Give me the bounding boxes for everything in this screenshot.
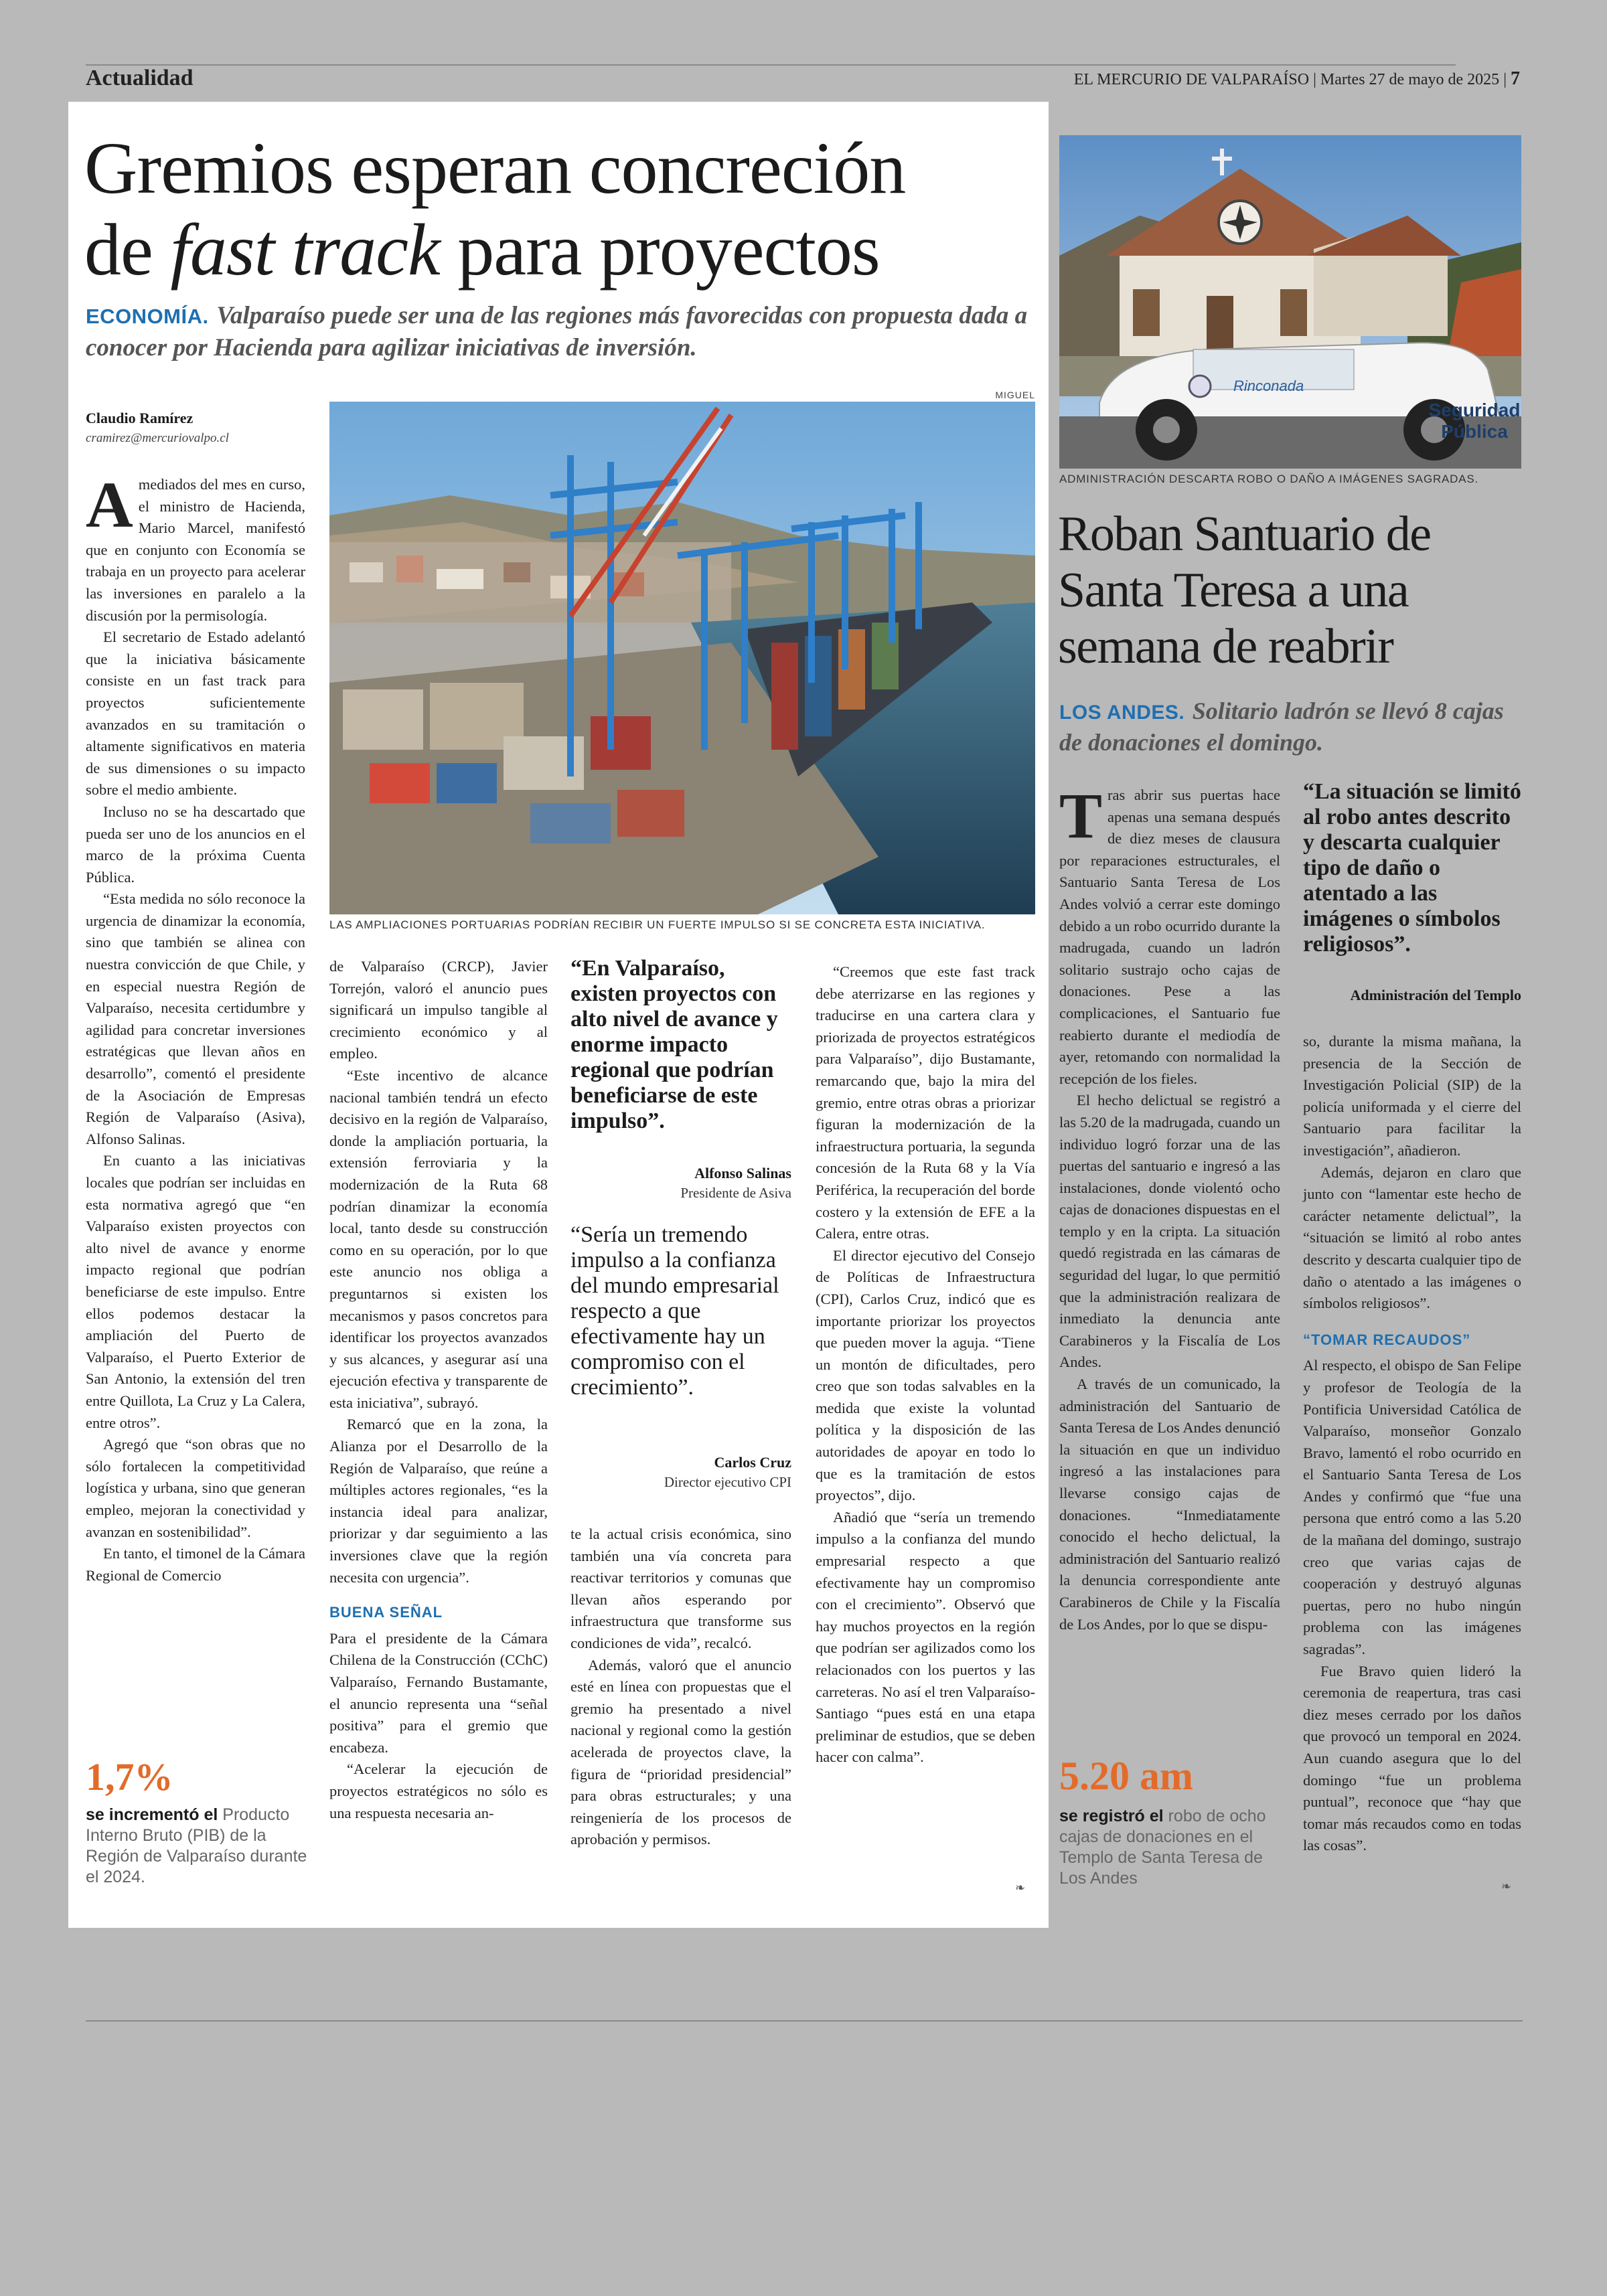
side-deck-text: Solitario ladrón se llevó 8 cajas de donaciones el domingo.	[1059, 698, 1504, 756]
main-col2-p2: “Este incentivo de alcance nacional también tendrá un efecto decisivo en la región de Valparaíso, donde la ampliación portuaria, la extensión ferroviaria y la modernización de la Ruta 68 podrían dinamizar la economía local, tanto desde su construcción como en su operación, por lo que este anuncio nos obliga a preguntarnos si existen los mecanismos y pasos concretos para identificar los proyectos avanzados y sus alcances, y asegurar así una ejecución efectiva y transparente de esta iniciativa”, subrayó.	[329, 1066, 548, 1411]
main-column-2	[329, 956, 548, 1824]
side-stat-bold: se registró el	[1059, 1807, 1164, 1825]
footer-rule	[86, 2020, 1523, 2022]
side-end-mark: ❧	[1501, 1880, 1512, 1894]
side-column-1	[1059, 780, 1280, 1635]
main-col2-p1: de Valparaíso (CRCP), Javier Torrejón, valoró el anuncio pues significará un impulso tangible al crecimiento económico y al empleo.	[329, 958, 548, 1062]
main-headline-line1: Gremios esperan concreción	[84, 127, 906, 209]
headline-italic: fast track	[170, 209, 440, 291]
side-photo	[1059, 135, 1521, 469]
side-col2b-p2: Fue Bravo quien lideró la ceremonia de reapertura, tras casi diez meses cerrado por los daños que provocó un temporal en 2024. Aun cuando asegura que lo del domingo “fue un problema puntual”, reconoce que “hay que tomar más recaudos como en todas las cosas”.	[1303, 1662, 1521, 1854]
main-column-4	[816, 961, 1035, 1769]
main-col4-p3: Añadió que “sería un tremendo impulso a la confianza del mundo empresarial respecto a que efectivamente hay un compromiso con el crecimiento”. Observó que hay muchos proyectos en la región que podrían ser agilizados como los relacionados con los puertos y las carreteras. No así el tren Valparaíso-Santiago “pues está en una etapa preliminar de estudios, que se deben hacer con calma”.	[816, 1508, 1035, 1766]
side-photo-caption: ADMINISTRACIÓN DESCARTA ROBO O DAÑO A IMÁGENES SAGRADAS.	[1059, 473, 1479, 485]
main-col2b-p1: Para el presidente de la Cámara Chilena de la Construcción (CChC) Valparaíso, Fernando Bustamante, el anuncio representa una “señal positiva” para el gremio que encabeza.	[329, 1629, 548, 1756]
port-photo	[329, 402, 1035, 914]
main-deck-text: Valparaíso puede ser una de las regiones más favorecidas con propuesta dada a conocer por Hacienda para agilizar iniciativas de inversión.	[86, 302, 1028, 361]
side-stat-value: 5.20 am	[1059, 1754, 1193, 1798]
side-deck	[1059, 696, 1515, 758]
main-col3-p2: Además, valoró que el anuncio esté en línea con propuestas que el gremio ha presentado a nivel nacional y regional como la gestión acelerada de proyectos clave, la figura de “prioridad presidencial” para obras estructurales; y una reingeniería de los procesos de aprobación y permisos.	[570, 1656, 791, 1848]
quote2-name: Carlos Cruz	[714, 1454, 791, 1471]
main-subhead: BUENA SEÑAL	[329, 1604, 443, 1621]
side-col1-p3: A través de un comunicado, la administración del Santuario de Santa Teresa de Los Andes denunció la situación en que un individuo ingresó a las instalaciones para llevarse consigo cajas de donaciones. “Inmediatamente conocido el hecho delictual, la administración del Santuario realizó la denuncia correspondiente ante Carabineros de Chile y la Fiscalía de Los Andes, por lo que se dispu-	[1059, 1376, 1280, 1633]
masthead: EL MERCURIO DE VALPARAÍSO | Martes 27 de mayo de 2025 | 7	[1073, 68, 1520, 89]
side-quote-attrib: Administración del Templo	[1350, 987, 1521, 1003]
main-col1-p4: “Esta medida no sólo reconoce la urgencia de dinamizar la economía, sino que también se alinea con nuestra convicción de que Chile, y en especial nuestra Región de Valparaíso, necesita certidumbre y agilidad para concretar inversiones estratégicas que llevan años en desarrollo”, comentó el presidente de la Asociación de Empresas Región de Valparaíso (Asiva), Alfonso Salinas.	[86, 890, 305, 1147]
main-end-mark: ❧	[1015, 1881, 1026, 1895]
side-stat-text	[1059, 1806, 1280, 1889]
headline-pre: de	[84, 209, 171, 291]
main-col4-p1: “Creemos que este fast track debe aterrizarse en las regiones y traducirse en una cartera clara y priorizada de proyectos estratégicos para Valparaíso”, dijo Bustamante, remarcando que, bajo la mira del gremio, entre otras obras a priorizar figuran la modernización de la infraestructura portuaria, la segunda concesión de la Ruta 68 y la Vía Periférica, la recuperación del borde costero y la extensión de EFE a la Calera, entre otras.	[816, 963, 1035, 1242]
main-dropcap: A	[86, 469, 133, 542]
section-label: Actualidad	[86, 66, 194, 90]
newspaper-name: EL MERCURIO DE VALPARAÍSO	[1073, 71, 1310, 88]
side-dropcap: T	[1059, 780, 1103, 851]
photo-credit: MIGUEL	[995, 390, 1035, 400]
side-stat-rest: robo de ocho cajas de donaciones en el Templo de Santa Teresa de Los Andes	[1059, 1807, 1266, 1888]
main-col1-p5: En cuanto a las iniciativas locales que podrían ser incluidas en esta normativa agregó que “en Valparaíso existen proyectos con alto nivel de avance y enorme impacto regional que podrían beneficiarse de este impulso. Entre ellos podemos destacar la ampliación del Puerto de Valparaíso, el Puerto Exterior de San Antonio, la extensión del tren entre Quillota, La Cruz y La Calera, entre otros”.	[86, 1152, 305, 1431]
main-stat-text	[86, 1805, 313, 1888]
port-illustration	[329, 402, 1035, 914]
main-stat-rest: Producto Interno Bruto (PIB) de la Región de Valparaíso durante el 2024.	[86, 1805, 307, 1886]
author-email: cramirez@mercuriovalpo.cl	[86, 431, 229, 445]
quote1-role: Presidente de Asiva	[680, 1185, 791, 1201]
side-col1-p1: ras abrir sus puertas hace apenas una semana después de diez meses de clausura por reparaciones estructurales, el Santuario Santa Teresa de Los Andes volvió a cerrar este domingo debido a un robo ocurrido durante la madrugada, cuando un ladrón solitario sustrajo ocho cajas de donaciones. Pese a las complicaciones, el Santuario fue reabierto durante el mediodía de ayer, retomando con normalidad la recepción de los fieles.	[1059, 787, 1280, 1087]
main-col1-p2: El secretario de Estado adelantó que la iniciativa básicamente consiste en un fast track para proyectos suficientemente avanzados en su tramitación o altamente significativos en materia de sus dimensiones o su impacto sobre el medio ambiente.	[86, 629, 305, 799]
quote2-role: Director ejecutivo CPI	[664, 1474, 791, 1490]
main-stat-bold: se incrementó el	[86, 1805, 218, 1824]
main-headline	[84, 127, 1049, 291]
truck-label-2: Pública	[1441, 421, 1508, 442]
main-col1-p7: En tanto, el timonel de la Cámara Regional de Comercio	[86, 1545, 305, 1584]
church-illustration	[1059, 135, 1521, 469]
main-stat-value: 1,7%	[86, 1755, 173, 1799]
author-name: Claudio Ramírez	[86, 410, 194, 426]
quote1-name: Alfonso Salinas	[694, 1165, 791, 1181]
main-col1-p3: Incluso no se ha descartado que pueda ser uno de los anuncios en el marco de la próxima Cuenta Pública.	[86, 803, 305, 886]
issue-date: Martes 27 de mayo de 2025	[1320, 71, 1500, 88]
main-column-1	[86, 469, 305, 1586]
side-pullquote: “La situación se limitó al robo antes descrito y descarta cualquier tipo de daño o atentado a las imágenes o símbolos religiosos”.	[1303, 779, 1521, 957]
main-col1-p6: Agregó que “son obras que no sólo fortalecen la competitividad logística y urbana, sino que generan empleo, mejoran la conectividad y avanzan en sostenibilidad”.	[86, 1436, 305, 1540]
truck-label-1: Seguridad	[1428, 400, 1521, 420]
side-kicker: LOS ANDES.	[1059, 702, 1185, 724]
side-col2-p1: so, durante la misma mañana, la presencia de la Sección de Investigación Policial (SIP) de la policía uniformada y el cierre del Santuario para facilitar la investigación”, añadieron.	[1303, 1033, 1521, 1159]
main-col3-p1: te la actual crisis económica, sino también una vía concreta para reactivar territorios y comunas que llevan años esperando por infraestructura que transforme sus condiciones de vida”, recalcó.	[570, 1526, 791, 1651]
main-col2-p3: Remarcó que en la zona, la Alianza por el Desarrollo de la Región de Valparaíso, que reúne a múltiples actores regionales, “es la instancia ideal para analizar, priorizar y dar seguimiento a las inversiones clave que la región necesita con urgencia”.	[329, 1416, 548, 1586]
main-kicker: ECONOMÍA.	[86, 305, 209, 328]
side-col1-p2: El hecho delictual se registró a las 5.20 de la madrugada, cuando un individuo logró forzar una de las puertas del santuario e ingresó a las instalaciones, donde violentó ocho cajas de donaciones dispuestas en el templo y en la cripta. La situación quedó registrada en las cámaras de seguridad del lugar, lo que permitió que la administración realizara de inmediato la denuncia ante Carabineros y la Fiscalía de Los Andes.	[1059, 1092, 1280, 1371]
main-headline-line2	[84, 209, 1049, 291]
side-headline: Roban Santuario de Santa Teresa a una semana de reabrir	[1058, 507, 1431, 674]
side-col2b-p1: Al respecto, el obispo de San Felipe y profesor de Teología de la Pontificia Universidad Católica de Valparaíso, monseñor Gonzalo Bravo, lamentó el robo ocurrido en el Santuario Santa Teresa de Los Andes y confirmó que “fue una persona que entró como a las 5.20 de la mañana del domingo, sustrajo creo que varias cajas de cooperación y destruyó algunas puertas, pero no hubo ningún problema con las imágenes sagradas”.	[1303, 1357, 1521, 1658]
side-col2-p2: Además, dejaron en claro que junto con “lamentar este hecho de carácter netamente delictual”, la “situación se limitó al robo antes descrito y descarta cualquier tipo de daño o atentado a las imágenes o símbolos religiosos”.	[1303, 1163, 1521, 1312]
side-column-2	[1303, 1031, 1521, 1857]
main-col2b-p2: “Acelerar la ejecución de proyectos estratégicos no sólo es una respuesta necesaria an-	[329, 1760, 548, 1821]
main-col4-p2: El director ejecutivo del Consejo de Políticas de Infraestructura (CPI), Carlos Cruz, indicó que es importante priorizar los proyectos que pueden mover la aguja. “Tiene un montón de dificultades, pero creo que son todas salvables en la medida que existe la voluntad política y la disposición de las autoridades de apoyar en todo lo que es la tramitación de estos proyectos”, dijo.	[816, 1246, 1035, 1504]
header-rule	[86, 64, 1456, 66]
truck-brand: Rinconada	[1233, 378, 1304, 394]
side-subhead: “TOMAR RECAUDOS”	[1303, 1331, 1471, 1348]
main-deck	[86, 300, 1037, 363]
main-pullquote-2: “Sería un tremendo impulso a la confianza del mundo empresarial respecto a que efectivamente hay un compromiso con el crecimiento”.	[570, 1222, 779, 1400]
page-number: 7	[1511, 68, 1520, 89]
main-pullquote-1: “En Valparaíso, existen proyectos con alto nivel de avance y enorme impacto regional que podrían beneficiarse de este impulso”.	[570, 956, 778, 1133]
headline-post: para proyectos	[439, 209, 880, 291]
main-photo-caption: LAS AMPLIACIONES PORTUARIAS PODRÍAN RECIBIR UN FUERTE IMPULSO SI SE CONCRETA ESTA INICIATIVA.	[329, 918, 986, 931]
main-col1-p1: mediados del mes en curso, el ministro de Hacienda, Mario Marcel, manifestó que en conjunto con Economía se trabaja en un proyecto para acelerar las inversiones en paralelo a la discusión por la permisología.	[86, 476, 305, 624]
main-column-3	[570, 1524, 791, 1851]
